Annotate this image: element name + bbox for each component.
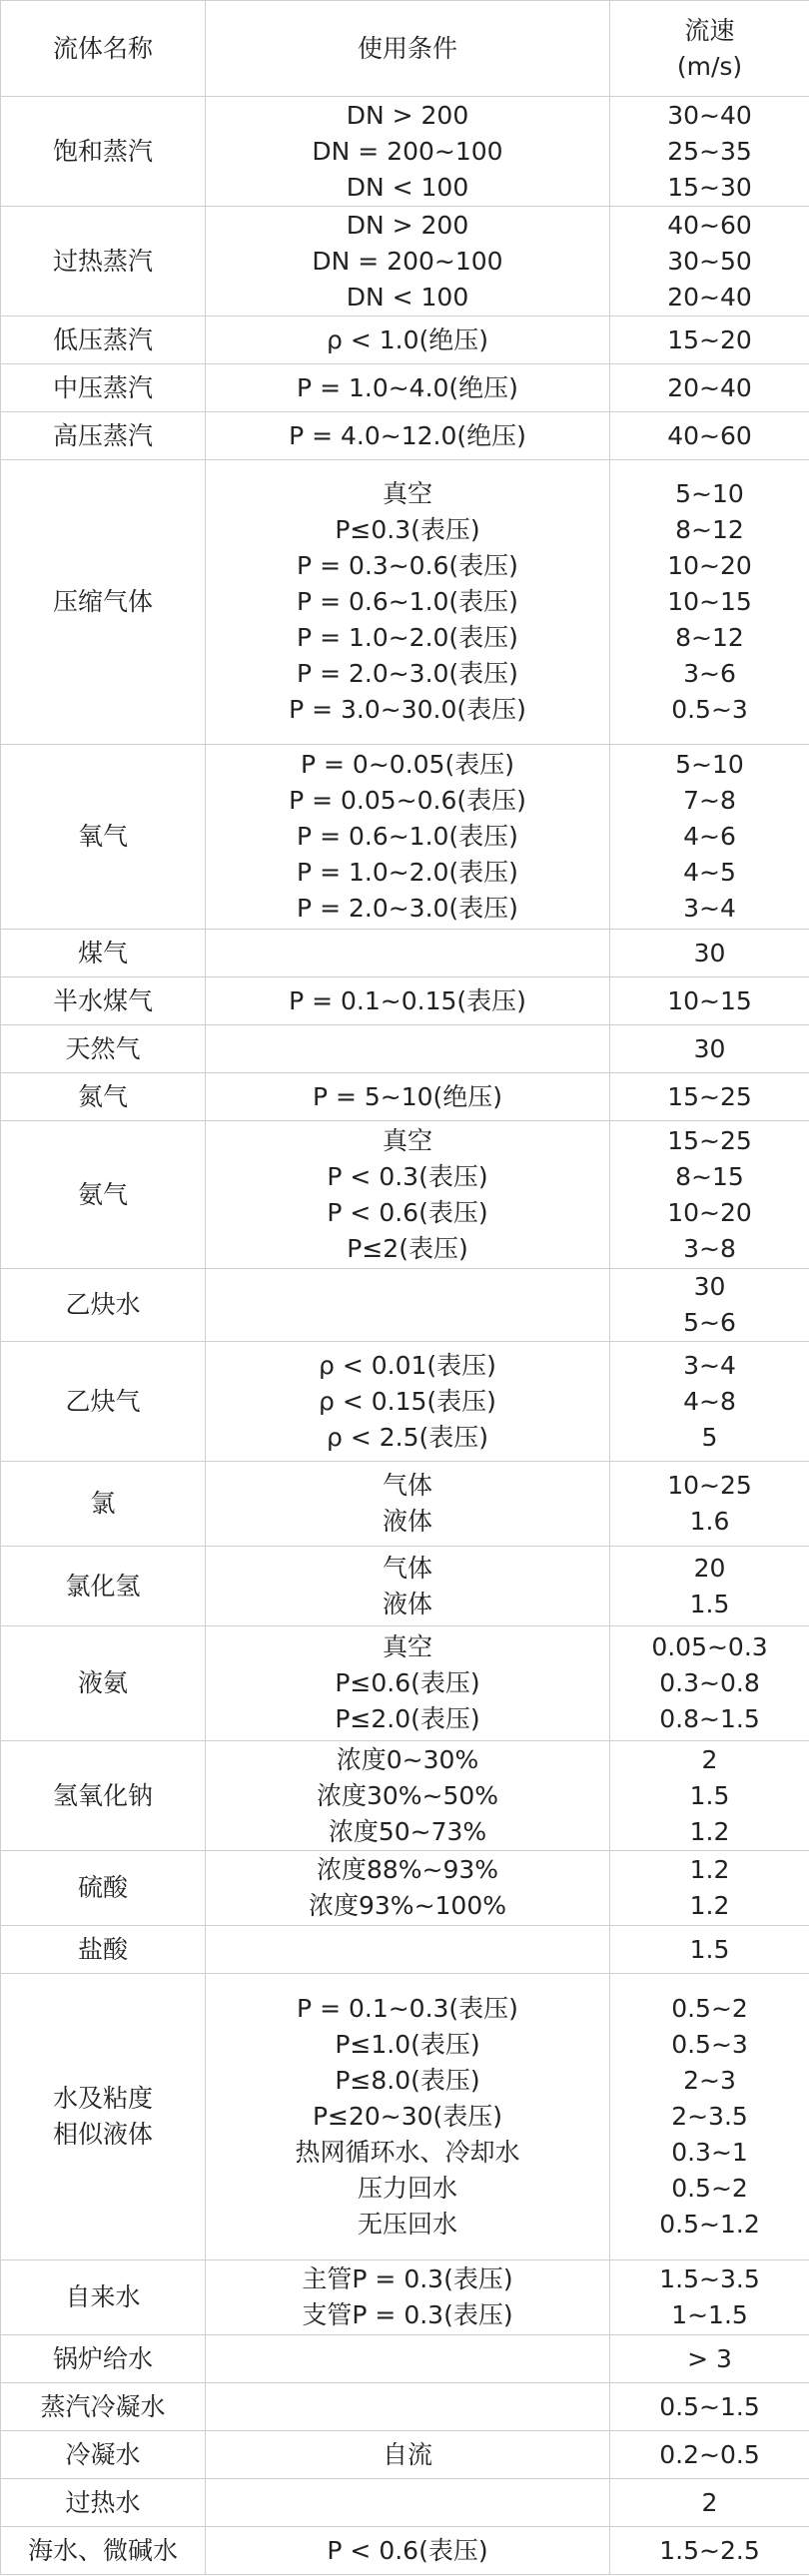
condition-line: 主管P = 0.3(表压)	[302, 2264, 513, 2293]
speed-value: 10~15	[667, 587, 752, 616]
table-row	[1, 930, 809, 977]
speed-value: 0.8~1.5	[659, 1704, 760, 1733]
fluid-name: 自来水	[65, 2282, 141, 2311]
condition-cell	[206, 97, 610, 207]
speed-cell	[610, 1121, 809, 1269]
speed-cell	[610, 1626, 809, 1741]
fluid-name: 煤气	[77, 938, 128, 967]
speed-value: 4~6	[683, 822, 736, 851]
fluid-name: 乙炔水	[65, 1290, 141, 1319]
speed-value: 30~50	[667, 246, 752, 276]
fluid-name-cell	[1, 1269, 206, 1342]
fluid-name: 半水煤气	[52, 985, 153, 1015]
speed-cell	[610, 745, 809, 930]
condition-cell	[206, 2527, 610, 2575]
table-row	[1, 1974, 809, 2260]
condition-line: 液体	[382, 1507, 432, 1536]
speed-value: 40~60	[667, 210, 752, 240]
fluid-name: 压缩气体	[52, 587, 153, 616]
condition-line: P = 1.0~4.0(绝压)	[297, 372, 518, 402]
condition-cell	[206, 1073, 610, 1121]
condition-cell	[206, 1269, 610, 1342]
condition-cell	[206, 1926, 610, 1974]
fluid-name-cell	[1, 1025, 206, 1073]
speed-value: 0.5~3	[671, 695, 748, 724]
speed-cell	[610, 412, 809, 460]
fluid-name: 液氨	[77, 1668, 128, 1697]
table-row	[1, 1121, 809, 1269]
condition-line: P = 2.0~3.0(表压)	[297, 659, 518, 688]
fluid-name: 过热蒸汽	[52, 246, 153, 276]
fluid-name: 硫酸	[77, 1873, 128, 1902]
condition-line: DN = 200~100	[312, 136, 503, 166]
speed-cell	[610, 977, 809, 1025]
condition-cell	[206, 745, 610, 930]
speed-value: 1~1.5	[671, 2300, 748, 2329]
speed-value: 8~12	[675, 515, 744, 544]
fluid-name: 天然气	[65, 1033, 141, 1063]
speed-cell	[610, 207, 809, 317]
speed-value: 3~4	[683, 1350, 736, 1380]
condition-line: P = 0.1~0.15(表压)	[289, 985, 526, 1015]
speed-cell	[610, 1269, 809, 1342]
table-row	[1, 412, 809, 460]
speed-value: 0.05~0.3	[651, 1632, 768, 1661]
table-row	[1, 1025, 809, 1073]
speed-cell	[610, 460, 809, 745]
fluid-name-cell	[1, 460, 206, 745]
table-row	[1, 1073, 809, 1121]
condition-line: P = 0.1~0.3(表压)	[297, 1994, 518, 2023]
condition-line: P≤2.0(表压)	[335, 1704, 480, 1733]
condition-line: 真空	[382, 1632, 432, 1661]
speed-value: 10~20	[667, 551, 752, 580]
speed-cell	[610, 2335, 809, 2383]
condition-line: 压力回水	[357, 2174, 457, 2203]
condition-line: 浓度30%~50%	[316, 1780, 499, 1810]
table-row	[1, 977, 809, 1025]
speed-cell	[610, 930, 809, 977]
speed-value: 0.5~1.5	[659, 2391, 760, 2421]
fluid-name: 锅炉给水	[52, 2343, 153, 2373]
fluid-name-cell	[1, 2527, 206, 2575]
fluid-name-cell	[1, 1547, 206, 1626]
speed-value: 3~6	[683, 659, 736, 688]
speed-value: 1.2	[689, 1891, 730, 1920]
speed-value: 40~60	[667, 420, 752, 450]
fluid-name: 氯	[90, 1489, 116, 1518]
fluid-name-cell	[1, 1851, 206, 1926]
fluid-name-cell	[1, 1462, 206, 1547]
speed-cell	[610, 1342, 809, 1462]
speed-value: 1.5	[689, 1934, 730, 1964]
fluid-name-cell	[1, 1741, 206, 1851]
speed-value: 1.5~2.5	[659, 2535, 760, 2565]
condition-line: DN = 200~100	[312, 246, 503, 276]
speed-cell	[610, 97, 809, 207]
speed-value: 10~15	[667, 985, 752, 1015]
header-name-text: 流体名称	[52, 33, 153, 63]
condition-cell	[206, 1121, 610, 1269]
speed-value: 0.5~2	[671, 2174, 748, 2203]
speed-value: 7~8	[683, 786, 736, 815]
fluid-name-cell	[1, 317, 206, 364]
condition-line: P≤0.3(表压)	[335, 515, 480, 544]
header-condition-text: 使用条件	[357, 33, 457, 63]
fluid-name: 中压蒸汽	[52, 372, 153, 402]
condition-line: ρ < 1.0(绝压)	[327, 324, 488, 354]
table-row	[1, 1462, 809, 1547]
speed-value: 15~25	[667, 1081, 752, 1111]
speed-value: 20~40	[667, 282, 752, 312]
speed-cell	[610, 2479, 809, 2527]
speed-cell	[610, 317, 809, 364]
condition-line: ρ < 0.15(表压)	[319, 1386, 496, 1416]
speed-value: 5~6	[683, 1308, 736, 1337]
table-row	[1, 364, 809, 412]
speed-value: 3~4	[683, 894, 736, 923]
condition-cell	[206, 1626, 610, 1741]
table-row	[1, 2527, 809, 2575]
speed-value: 5~10	[675, 750, 744, 779]
table-row	[1, 2383, 809, 2431]
condition-cell	[206, 317, 610, 364]
fluid-name: 氨气	[77, 1179, 128, 1209]
fluid-name: 氯化氢	[65, 1571, 141, 1601]
speed-value: 1.5	[689, 1780, 730, 1810]
condition-cell	[206, 1974, 610, 2260]
table-row	[1, 207, 809, 317]
speed-cell	[610, 1926, 809, 1974]
fluid-name-cell	[1, 364, 206, 412]
condition-line: P≤0.6(表压)	[335, 1668, 480, 1697]
speed-value: 1.2	[689, 1816, 730, 1846]
fluid-name-cell	[1, 412, 206, 460]
table-row	[1, 2479, 809, 2527]
condition-line: P≤20~30(表压)	[312, 2102, 503, 2131]
condition-line: 气体	[382, 1471, 432, 1500]
speed-value: 20~40	[667, 372, 752, 402]
fluid-name: 乙炔气	[65, 1386, 141, 1416]
table-row	[1, 97, 809, 207]
speed-value: 30~40	[667, 100, 752, 130]
speed-value: 10~20	[667, 1197, 752, 1227]
fluid-name: 海水、微碱水	[27, 2535, 178, 2565]
fluid-name-cell	[1, 1626, 206, 1741]
table-body	[1, 97, 809, 2575]
fluid-name: 氧气	[77, 822, 128, 851]
speed-cell	[610, 2527, 809, 2575]
fluid-name: 蒸汽冷凝水	[40, 2391, 166, 2421]
condition-line: P < 0.3(表压)	[327, 1161, 488, 1191]
fluid-name: 氮气	[77, 1081, 128, 1111]
speed-value: 0.3~1	[671, 2138, 748, 2167]
condition-cell	[206, 2335, 610, 2383]
condition-cell	[206, 1025, 610, 1073]
condition-line: 浓度93%~100%	[309, 1891, 506, 1920]
condition-cell	[206, 1851, 610, 1926]
fluid-name: 过热水	[65, 2487, 141, 2517]
fluid-name-cell	[1, 2260, 206, 2335]
speed-value: 2~3.5	[671, 2102, 748, 2131]
speed-value: 20	[693, 1553, 726, 1583]
fluid-name-cell	[1, 1926, 206, 1974]
table-row	[1, 2335, 809, 2383]
fluid-name: 低压蒸汽	[52, 324, 153, 354]
fluid-name: 高压蒸汽	[52, 420, 153, 450]
header-speed-line1: 流速	[684, 15, 735, 45]
condition-cell	[206, 2383, 610, 2431]
condition-line: DN < 100	[346, 172, 469, 202]
fluid-name-cell	[1, 207, 206, 317]
table-row	[1, 2260, 809, 2335]
condition-line: 无压回水	[357, 2210, 457, 2239]
speed-value: 15~20	[667, 324, 752, 354]
speed-cell	[610, 1741, 809, 1851]
condition-cell	[206, 2260, 610, 2335]
speed-cell	[610, 1073, 809, 1121]
speed-value: 1.6	[689, 1507, 730, 1536]
condition-line: P = 4.0~12.0(绝压)	[289, 420, 526, 450]
condition-cell	[206, 2479, 610, 2527]
condition-line: 支管P = 0.3(表压)	[302, 2300, 513, 2329]
fluid-name-cell	[1, 2431, 206, 2479]
condition-line: ρ < 0.01(表压)	[319, 1350, 496, 1380]
condition-line: 热网循环水、冷却水	[295, 2138, 520, 2167]
table-row	[1, 1741, 809, 1851]
speed-cell	[610, 1462, 809, 1547]
speed-value: 30	[693, 1033, 726, 1063]
fluid-name-cell	[1, 2383, 206, 2431]
condition-line: P = 1.0~2.0(表压)	[297, 623, 518, 652]
condition-cell	[206, 930, 610, 977]
fluid-name-cell	[1, 2335, 206, 2383]
header-condition	[206, 1, 610, 97]
condition-line: P = 3.0~30.0(表压)	[289, 695, 526, 724]
condition-cell	[206, 1462, 610, 1547]
speed-value: 2~3	[683, 2066, 736, 2095]
table-row	[1, 745, 809, 930]
header-name	[1, 1, 206, 97]
speed-value: 25~35	[667, 136, 752, 166]
table-row	[1, 460, 809, 745]
condition-line: P≤1.0(表压)	[335, 2030, 480, 2059]
speed-cell	[610, 2431, 809, 2479]
fluid-name: 饱和蒸汽	[52, 136, 153, 166]
speed-value: 10~25	[667, 1471, 752, 1500]
table-row	[1, 1269, 809, 1342]
speed-value: 30	[693, 1272, 726, 1301]
condition-cell	[206, 1741, 610, 1851]
condition-cell	[206, 460, 610, 745]
speed-value: 5	[701, 1422, 718, 1452]
speed-cell	[610, 364, 809, 412]
condition-line: 浓度50~73%	[328, 1816, 487, 1846]
condition-line: DN < 100	[346, 282, 469, 312]
speed-value: 8~12	[675, 623, 744, 652]
speed-value: 5~10	[675, 479, 744, 508]
speed-value: 0.5~2	[671, 1994, 748, 2023]
fluid-name-cell	[1, 977, 206, 1025]
condition-line: 真空	[382, 479, 432, 508]
speed-value: 30	[693, 938, 726, 967]
fluid-name-cell	[1, 930, 206, 977]
speed-value: 1.5	[689, 1589, 730, 1618]
speed-value: 2	[701, 2487, 718, 2517]
condition-line: P < 0.6(表压)	[327, 2535, 488, 2565]
fluid-name: 冷凝水	[65, 2439, 141, 2469]
speed-value: 15~30	[667, 172, 752, 202]
speed-cell	[610, 1851, 809, 1926]
condition-line: 液体	[382, 1589, 432, 1618]
condition-line: 浓度0~30%	[336, 1744, 479, 1774]
table-row	[1, 1342, 809, 1462]
condition-line: 自流	[382, 2439, 432, 2469]
table-row	[1, 1926, 809, 1974]
speed-cell	[610, 1025, 809, 1073]
speed-cell	[610, 2260, 809, 2335]
speed-value: 0.3~0.8	[659, 1668, 760, 1697]
condition-line: P = 0.3~0.6(表压)	[297, 551, 518, 580]
fluid-name-cell	[1, 745, 206, 930]
condition-cell	[206, 977, 610, 1025]
header-speed-line2: (m/s)	[676, 51, 743, 81]
condition-line: DN > 200	[346, 210, 469, 240]
speed-value: 2	[701, 1744, 718, 1774]
condition-line: ρ < 2.5(表压)	[327, 1422, 488, 1452]
condition-line: 浓度88%~93%	[316, 1855, 499, 1884]
speed-value: 0.2~0.5	[659, 2439, 760, 2469]
condition-line: 气体	[382, 1553, 432, 1583]
speed-value: 8~15	[675, 1161, 744, 1191]
condition-line: P = 0.6~1.0(表压)	[297, 587, 518, 616]
speed-value: 15~25	[667, 1125, 752, 1155]
condition-line: P≤8.0(表压)	[335, 2066, 480, 2095]
table-row	[1, 1547, 809, 1626]
table-row	[1, 317, 809, 364]
fluid-name-cell	[1, 2479, 206, 2527]
condition-cell	[206, 1547, 610, 1626]
speed-value: 4~5	[683, 858, 736, 887]
condition-line: 真空	[382, 1125, 432, 1155]
speed-value: 1.2	[689, 1855, 730, 1884]
condition-line: P = 1.0~2.0(表压)	[297, 858, 518, 887]
table-row	[1, 1626, 809, 1741]
fluid-name-cell	[1, 1073, 206, 1121]
speed-value: 1.5~3.5	[659, 2264, 760, 2293]
condition-line: P = 5~10(绝压)	[312, 1081, 503, 1111]
speed-value: > 3	[687, 2343, 732, 2373]
speed-cell	[610, 1547, 809, 1626]
fluid-name-cell	[1, 1121, 206, 1269]
fluid-name: 氢氧化钠	[52, 1780, 153, 1810]
speed-value: 0.5~1.2	[659, 2210, 760, 2239]
table-row	[1, 1851, 809, 1926]
condition-line: P < 0.6(表压)	[327, 1197, 488, 1227]
fluid-name-cell	[1, 97, 206, 207]
fluid-name: 盐酸	[77, 1934, 128, 1964]
speed-cell	[610, 2383, 809, 2431]
condition-cell	[206, 412, 610, 460]
speed-value: 0.5~3	[671, 2030, 748, 2059]
header-row	[1, 1, 809, 97]
condition-line: P = 2.0~3.0(表压)	[297, 894, 518, 923]
fluid-name-cell	[1, 1974, 206, 2260]
fluid-name: 水及粘度相似液体	[52, 2084, 153, 2149]
header-speed	[610, 1, 809, 97]
condition-line: P = 0.05~0.6(表压)	[289, 786, 526, 815]
condition-cell	[206, 1342, 610, 1462]
fluid-name-cell	[1, 1342, 206, 1462]
speed-value: 4~8	[683, 1386, 736, 1416]
speed-cell	[610, 1974, 809, 2260]
condition-cell	[206, 2431, 610, 2479]
condition-cell	[206, 207, 610, 317]
condition-line: P≤2(表压)	[347, 1233, 468, 1263]
condition-line: P = 0.6~1.0(表压)	[297, 822, 518, 851]
condition-line: DN > 200	[346, 100, 469, 130]
condition-line: P = 0~0.05(表压)	[301, 750, 514, 779]
speed-value: 3~8	[683, 1233, 736, 1263]
table-row	[1, 2431, 809, 2479]
condition-cell	[206, 364, 610, 412]
